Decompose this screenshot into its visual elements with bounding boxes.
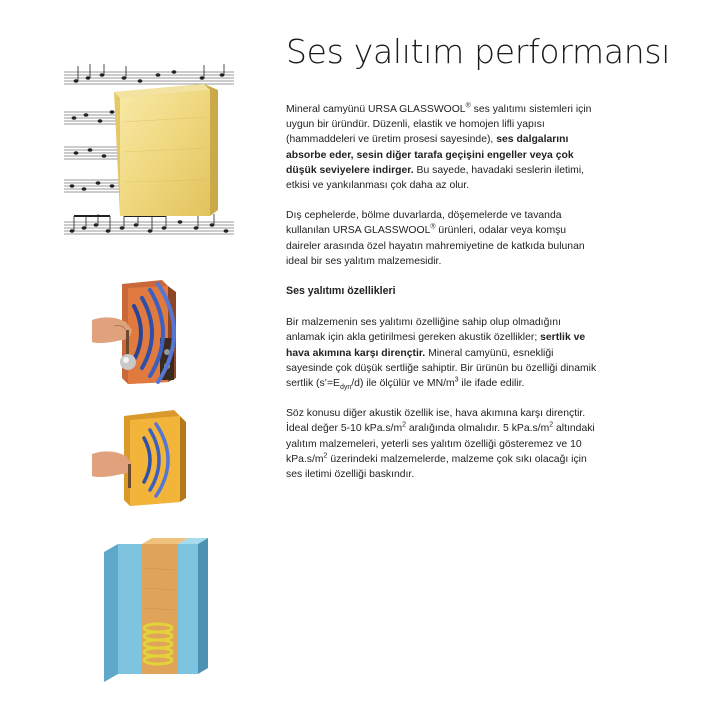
sheet-music-glasswool-illustration <box>62 62 237 250</box>
superscript-2: 2 <box>402 421 406 429</box>
properties-text-2: Mineral camyünü, esnekliği sayesinde çok düşük sertliğe sahiptir. Bir ürünün bu özelliği dinamik sertlik (s’=E <box>286 347 597 390</box>
hammer-yellow-panel-illustration <box>92 408 202 508</box>
properties-text-4: ile ifade edilir. <box>458 378 525 390</box>
airflow-text-1: Söz konusu diğer akustik özellik ise, hava akımına karşı dirençtir. İdeal değer 5-10 kPa.s/m <box>286 408 586 435</box>
facades-text-2: ürünleri, odalar veya komşu daireler arasında özel hayatın mahremiyetine de katkıda bulunan ideal bir ses yalıtım malzemesidir. <box>286 225 585 267</box>
intro-text-1: Mineral camyünü URSA GLASSWOOL <box>286 104 466 115</box>
body-text-column <box>286 102 598 497</box>
superscript-2: 2 <box>549 421 554 429</box>
facades-paragraph <box>286 208 598 269</box>
subscript-dyn: dyn <box>339 384 352 392</box>
intro-paragraph <box>286 102 598 193</box>
page-title: Ses yalıtım performansı <box>286 32 671 71</box>
properties-paragraph <box>286 315 598 391</box>
airflow-text-2: aralığında olmalıdır. 5 kPa.s/m <box>406 423 550 435</box>
properties-bold-text: sertlik ve hava akımına karşı dirençtir. <box>286 332 586 359</box>
properties-text-3: /d) ile ölçülür ve MN/m <box>351 378 455 390</box>
airflow-text-3: altındaki yalıtım malzemeleri, yeterli ses yalıtım özelliği gösteremez ve 10 kPa.s/m <box>286 423 595 465</box>
intro-text-3: Bu sayede, havadaki seslerin iletimi, etkisi ve yankılanması çok daha az olur. <box>286 164 585 192</box>
intro-text-2: ses yalıtımı sistemleri için uygun bir üründür. Düzenli, elastik ve homojen lifli yapısı (hammaddeleri ve üretim prosesi sayesinde), <box>286 104 592 146</box>
superscript-3: 3 <box>454 376 459 384</box>
hammer-red-panel-illustration <box>92 278 202 388</box>
registered-mark: ® <box>430 223 436 231</box>
airflow-paragraph <box>286 406 598 482</box>
properties-text-1: Bir malzemenin ses yalıtımı özelliğine sahip olup olmadığını anlamak için akla getirilmesi gereken akustik özellikler; <box>286 317 561 344</box>
intro-bold-text: ses dalgalarını absorbe eder, sesin diğer tarafa geçişini engeller veya çok düşük seviyelere indirger. <box>286 134 574 176</box>
superscript-2: 2 <box>323 452 328 460</box>
facades-text-1: Dış cephelerde, bölme duvarlarda, döşemelerde ve tavanda kullanılan URSA GLASSWOOL <box>286 210 562 237</box>
airflow-text-4: üzerindeki malzemelerde, malzeme çok sıkı olacağı için ses iletimi özelliği baskındır. <box>286 453 587 481</box>
section-heading: Ses yalıtımı özellikleri <box>286 285 396 298</box>
wall-section-spring-illustration <box>100 538 210 688</box>
registered-mark: ® <box>465 102 471 110</box>
